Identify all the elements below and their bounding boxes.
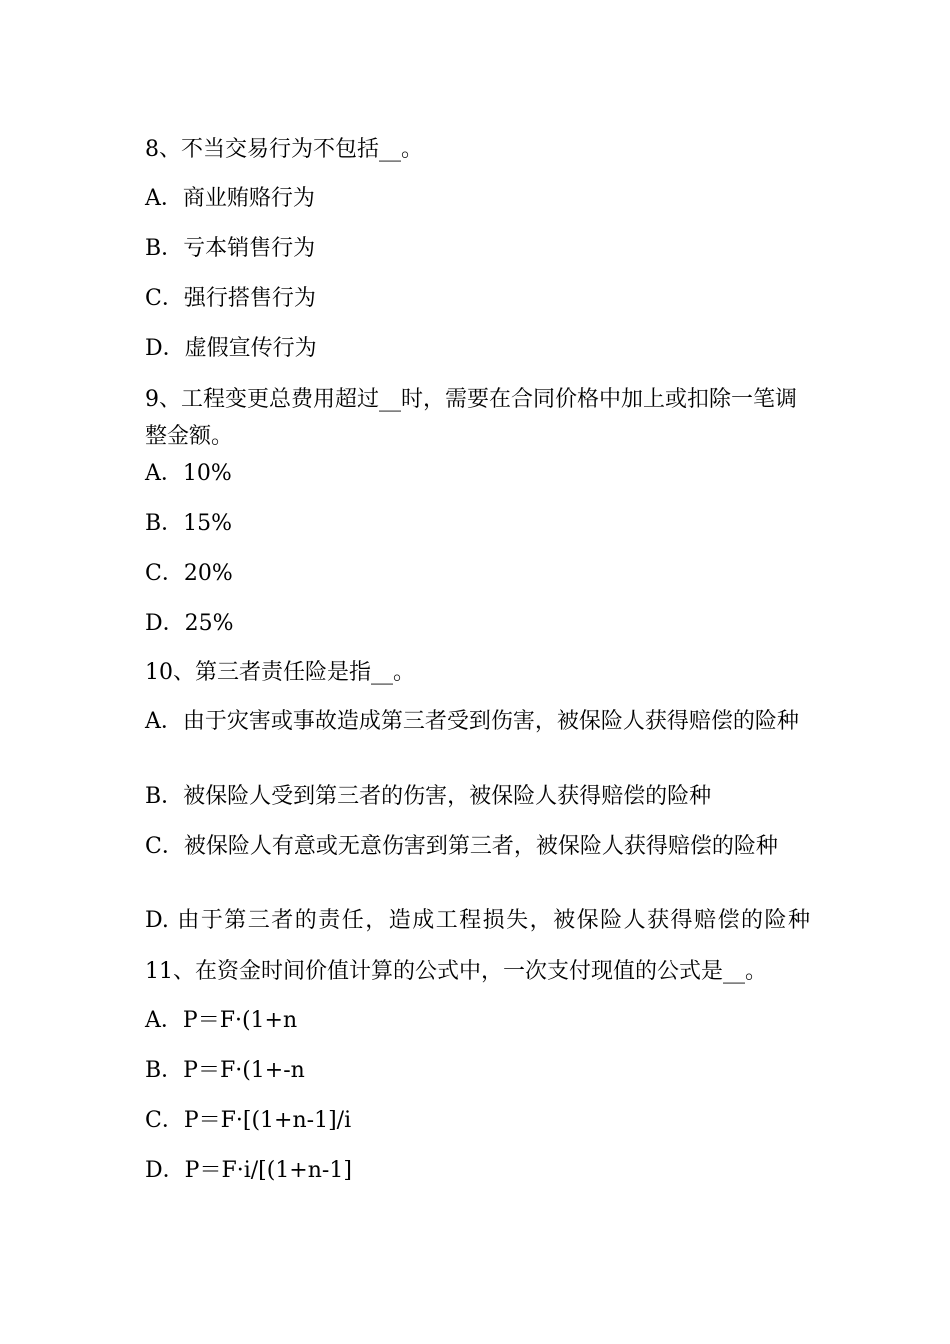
question-10-option-d: D. 由于第三者的责任，造成工程损失，被保险人获得赔偿的险种	[145, 908, 810, 933]
question-8-option-c: C．强行搭售行为	[145, 286, 316, 311]
question-8-option-a: A．商业贿赂行为	[145, 186, 315, 211]
question-11-option-c: C．P＝F·[(1+n-1]/i	[145, 1108, 352, 1133]
question-10-stem: 10、第三者责任险是指__。	[145, 660, 415, 685]
question-8-option-d: D．虚假宣传行为	[145, 336, 317, 361]
question-9-option-c: C．20%	[145, 561, 233, 586]
question-9-option-b: B．15%	[145, 511, 233, 536]
question-11-option-b: B．P＝F·(1+-n	[145, 1058, 305, 1083]
question-8-stem: 8、不当交易行为不包括__。	[145, 137, 423, 162]
question-11-stem: 11、在资金时间价值计算的公式中，一次支付现值的公式是__。	[145, 959, 767, 984]
question-11-option-a: A．P＝F·(1+n	[145, 1008, 298, 1033]
question-9-option-a: A．10%	[145, 461, 232, 486]
question-8-option-b: B．亏本销售行为	[145, 236, 316, 261]
question-9-option-d: D．25%	[145, 611, 234, 636]
question-11-option-d: D．P＝F·i/[(1+n-1]	[145, 1158, 352, 1183]
question-9-stem: 9、工程变更总费用超过__时，需要在合同价格中加上或扣除一笔调整金额。	[145, 387, 797, 449]
question-10-option-b: B．被保险人受到第三者的伤害，被保险人获得赔偿的险种	[145, 784, 712, 809]
question-10-option-a: A．由于灾害或事故造成第三者受到伤害，被保险人获得赔偿的险种	[145, 709, 799, 734]
question-10-option-c: C．被保险人有意或无意伤害到第三者，被保险人获得赔偿的险种	[145, 834, 778, 859]
